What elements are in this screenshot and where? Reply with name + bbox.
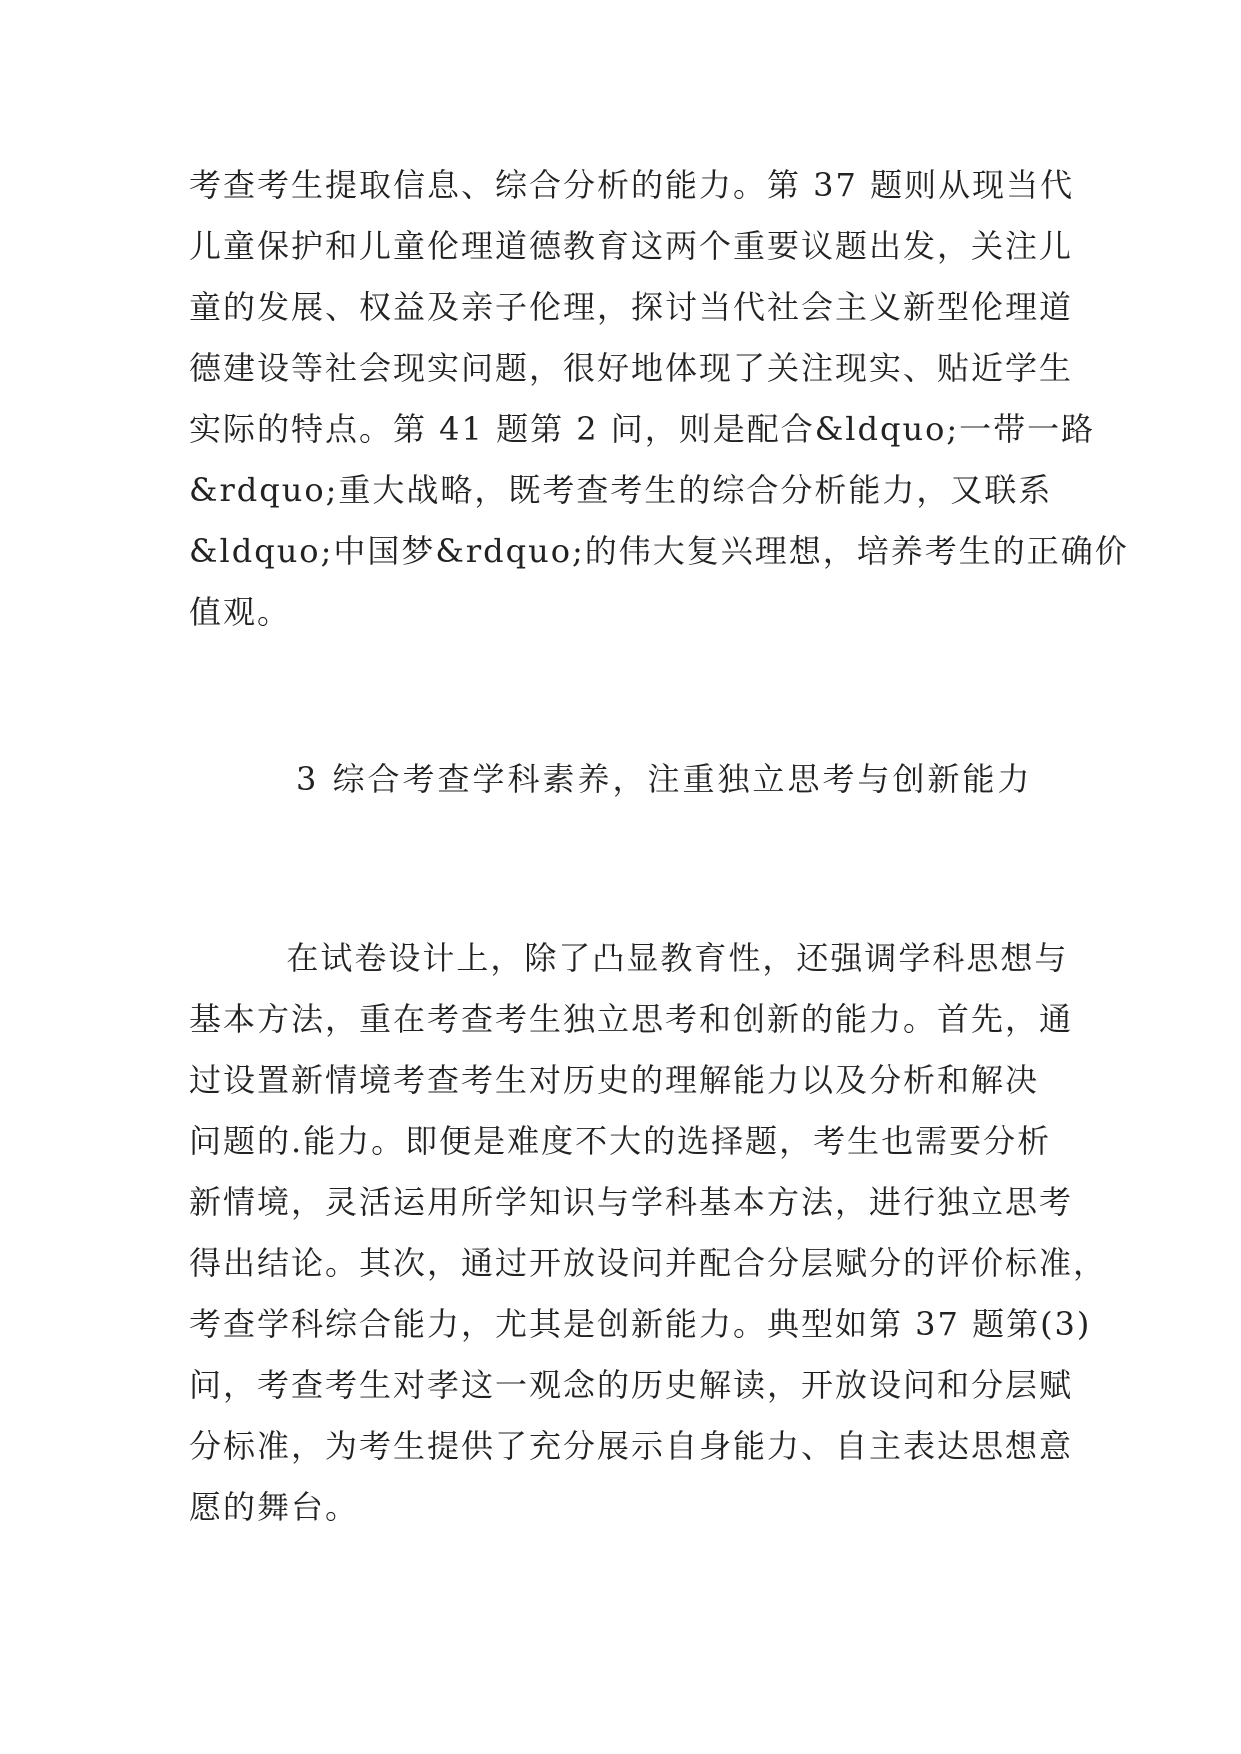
paragraph-line: 分标准，为考生提供了充分展示自身能力、自主表达思想意: [189, 1427, 1074, 1465]
paragraph-line: 值观。: [189, 593, 292, 631]
paragraph-line: 过设置新情境考查考生对历史的理解能力以及分析和解决: [189, 1061, 1040, 1099]
paragraph-line: 新情境，灵活运用所学知识与学科基本方法，进行独立思考: [189, 1183, 1074, 1221]
paragraph-line: 基本方法，重在考查考生独立思考和创新的能力。首先，通: [189, 1000, 1074, 1038]
paragraph-line: 愿的舞台。: [189, 1488, 360, 1526]
paragraph-line: 得出结论。其次，通过开放设问并配合分层赋分的评价标准，: [189, 1244, 1108, 1282]
section-heading: 3 综合考查学科素养，注重独立思考与创新能力: [296, 760, 1033, 798]
paragraph-line: &rdquo;重大战略，既考查考生的综合分析能力，又联系: [189, 471, 1053, 509]
paragraph-line: 问题的.能力。即便是难度不大的选择题，考生也需要分析: [189, 1122, 1052, 1160]
paragraph-line: 德建设等社会现实问题，很好地体现了关注现实、贴近学生: [189, 349, 1074, 387]
paragraph-line: 儿童保护和儿童伦理道德教育这两个重要议题出发，关注儿: [189, 227, 1074, 265]
paragraph-line: 童的发展、权益及亲子伦理，探讨当代社会主义新型伦理道: [189, 288, 1074, 326]
paragraph-line: 实际的特点。第 41 题第 2 问，则是配合&ldquo;一带一路: [189, 410, 1096, 448]
paragraph-line: 在试卷设计上，除了凸显教育性，还强调学科思想与: [189, 939, 1069, 977]
paragraph-2: [189, 928, 1108, 1538]
paragraph-line: 考查学科综合能力，尤其是创新能力。典型如第 37 题第(3): [189, 1305, 1092, 1343]
paragraph-line: 考查考生提取信息、综合分析的能力。第 37 题则从现当代: [189, 166, 1075, 204]
paragraph-1: [189, 155, 1129, 643]
paragraph-line: &ldquo;中国梦&rdquo;的伟大复兴理想，培养考生的正确价: [189, 532, 1129, 570]
paragraph-line: 问，考查考生对孝这一观念的历史解读，开放设问和分层赋: [189, 1366, 1074, 1404]
